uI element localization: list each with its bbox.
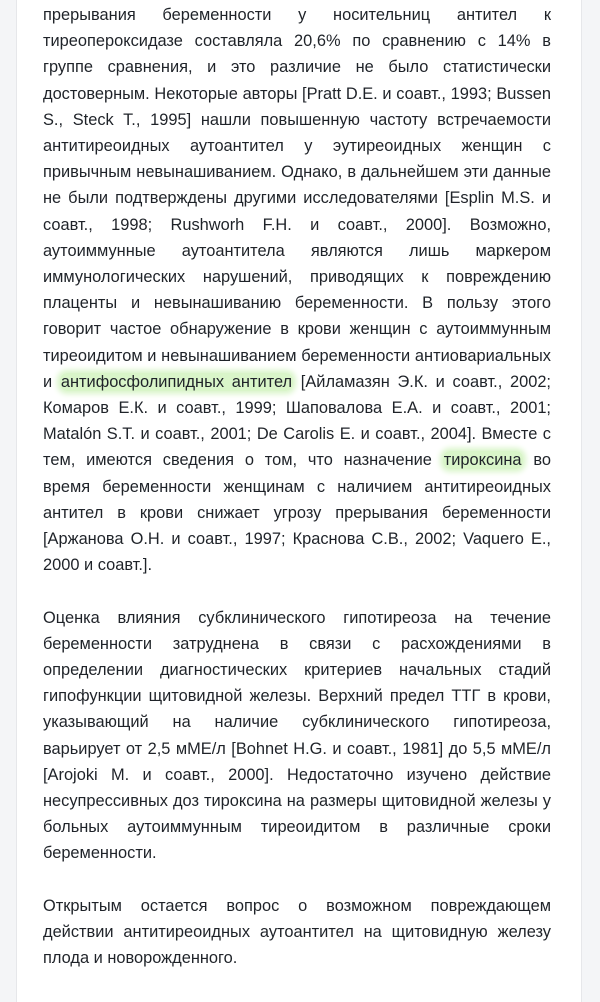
paragraph-1 [43,2,551,578]
paragraph-2: Оценка влияния субклинического гипотиреоза на течение беременности затруднена в связи с расхождениями в определении диагностических критериев начальных стадий гипофункции щитовидной железы. Верхний предел ТТГ в крови, указывающий на наличие субклинического гипотиреоза, варьирует от 2,5 мМЕ/л [Bohnet H.G. и соавт., 1981] до 5,5 мМЕ/л [Arojoki M. и соавт., 2000]. Недостаточно изучено действие несупрессивных доз тироксина на размеры щитовидной железы у больных аутоиммунным тиреоидитом в различные сроки беременности. [43,608,551,863]
paragraph-spacer [43,867,551,893]
article-body [43,0,551,971]
paragraph-1-text-a: прерывания беременности у носительниц антител к тиреопероксидазе составляла 20,6% по сравнению с 14% в группе сравнения, и это различие не было статистически достоверным. Некоторые авторы [Pratt D.E. и соавт., 1993; Bussen S., Steck T., 1995] нашли повышенную частоту встречаемости антитиреоидных аутоантител у эутиреоидных женщин с привычным невынашиванием. Однако, в дальнейшем эти данные не были подтверждены другими исследователями [Esplin M.S. и соавт., 1998; Rushworh F.H. и соавт., 2000]. Возможно, аутоиммунные аутоантитела являются лишь маркером иммунологических нарушений, приводящих к повреждению плаценты и невынашиванию беременности. В пользу этого говорит частое обнаружение в крови женщин с аутоиммунным тиреоидитом и невынашиванием беременности антиовариальных и [43,6,551,391]
paragraph-1-text-b: [Айламазян Э.К. и соавт., 2002; Комаров Е.К. и соавт., 1999; Шаповалова Е.А. и соавт., 2001; Matalón S.T. и соавт., 2001; De Carolis E. и соавт., 2004]. Вместе с тем, имеются сведения о том, что назначение [43,372,551,470]
paragraph-1-text-c: во время беременности женщинам с наличием антитиреоидных антител в крови снижает угрозу прерывания беременности [Аржанова О.Н. и соавт., 1997; Краснова С.В., 2002; Vaquero E., 2000 и соавт.]. [43,451,551,575]
paragraph-3: Открытым остается вопрос о возможном повреждающем действии антитиреоидных аутоантител на щитовидную железу плода и новорожденного. [43,896,551,968]
article-page [16,0,582,1002]
highlight-thyroxine[interactable]: тироксина [443,451,522,470]
highlight-antiphospholipid-antibodies[interactable]: антифосфолипидных антител [60,372,293,391]
paragraph-spacer [43,578,551,604]
